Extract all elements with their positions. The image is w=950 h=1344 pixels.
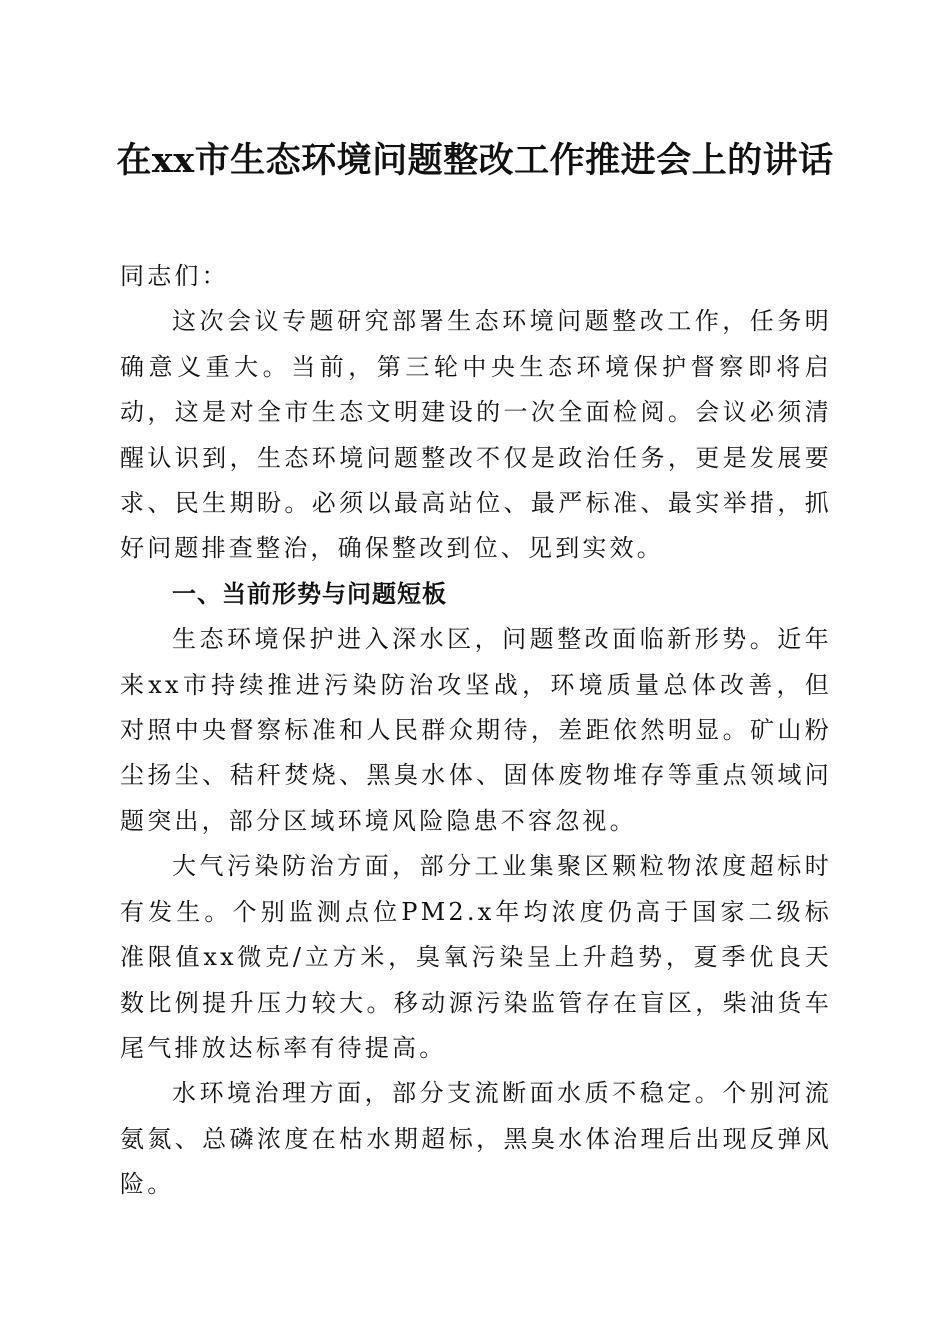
document-title: 在xx市生态环境问题整改工作推进会上的讲话 [116,140,834,181]
paragraph-intro: 这次会议专题研究部署生态环境问题整改工作，任务明确意义重大。当前，第三轮中央生态环境保护督察即将启动，这是对全市生态文明建设的一次全面检阅。会议必须清醒认识到，生态环境问题整改不仅是政治任务，更是发展要求、民生期盼。必须以最高站位、最严标准、最实举措，抓好问题排查整治，确保整改到位、见到实效。 [120,307,832,563]
paragraph-water-environment: 水环境治理方面，部分支流断面水质不稳定。个别河流氨氮、总磷浓度在枯水期超标，黑臭水体治理后出现反弹风险。 [120,1079,832,1199]
section-heading: 一、当前形势与问题短板 [172,579,447,608]
salutation: 同志们： [120,262,229,290]
document-body [120,254,832,1208]
paragraph-situation: 生态环境保护进入深水区，问题整改面临新形势。近年来xx市持续推进污染防治攻坚战，环境质量总体改善，但对照中央督察标准和人民群众期待，差距依然明显。矿山粉尘扬尘、秸秆焚烧、黑臭水体、固体废物堆存等重点领域问题突出，部分区域环境风险隐患不容忽视。 [120,625,832,835]
paragraph-air-pollution: 大气污染防治方面，部分工业集聚区颗粒物浓度超标时有发生。个别监测点位PM2.x年均浓度仍高于国家二级标准限值xx微克/立方米，臭氧污染呈上升趋势，夏季优良天数比例提升压力较大。移动源污染监管存在盲区，柴油货车尾气排放达标率有待提高。 [120,852,832,1062]
